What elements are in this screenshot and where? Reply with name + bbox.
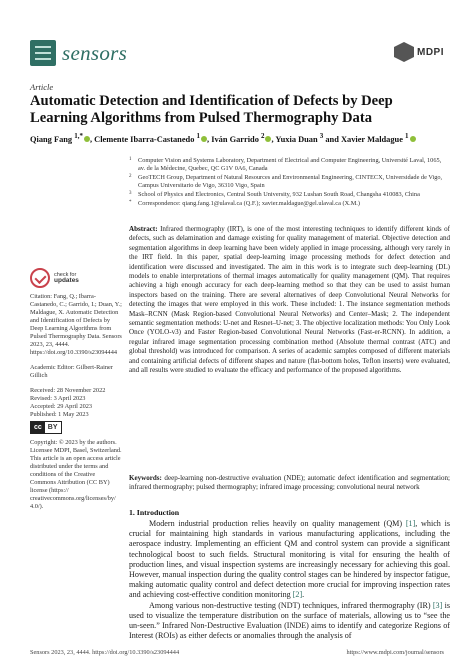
affiliation-number: 1 bbox=[129, 157, 132, 162]
text-run: Modern industrial production relies heavily on quality management (QM) bbox=[149, 519, 406, 528]
cc-by-license-badge[interactable] bbox=[30, 421, 62, 434]
author-name: Xavier Maldague bbox=[340, 134, 403, 144]
citation-link[interactable]: [2] bbox=[292, 590, 303, 600]
check-updates-icon bbox=[30, 268, 50, 288]
affiliation-number: 2 bbox=[129, 174, 132, 179]
correspondence bbox=[129, 200, 449, 208]
author-affiliation-mark: 2 bbox=[260, 132, 265, 140]
paragraph bbox=[129, 519, 450, 601]
keywords-text: deep-learning non-destructive evaluation (NDE); automatic defect identification and segmentation; infrared thermography; pulsed thermography; infrared image processing; convolutional neural network bbox=[129, 474, 450, 492]
article-sidebar bbox=[30, 268, 122, 511]
affiliation-number: 3 bbox=[129, 191, 132, 196]
by-icon: BY bbox=[47, 424, 58, 431]
abstract bbox=[129, 225, 450, 376]
publisher-name: MDPI bbox=[417, 46, 444, 58]
affiliation-text: School of Physics and Electronics, Central South University, 932 Lushan South Road, Changsha 410083, China bbox=[138, 191, 420, 198]
author-name: Yuxia Duan bbox=[275, 134, 318, 144]
page-header bbox=[30, 40, 444, 72]
author-affiliation-mark: 1 bbox=[405, 132, 409, 140]
accepted-date: Accepted: 29 April 2023 bbox=[30, 403, 93, 410]
check-updates-label bbox=[54, 272, 79, 285]
sensors-logo-icon bbox=[30, 40, 56, 66]
journal-name: sensors bbox=[62, 40, 128, 65]
revised-date: Revised: 3 April 2023 bbox=[30, 395, 86, 402]
citation-block: Citation: Fang, Q.; Ibarra-Castanedo, C.; Garrido, I.; Duan, Y.; Maldague, X. Automatic Detection and Identification of Defects by Deep Learning Algorithms from Pulsed Thermography Data. Sensors 2023, 23, 4444. https://doi.org/10.3390/s23094444 bbox=[30, 293, 122, 356]
article-type: Article bbox=[30, 82, 54, 92]
citation-link[interactable]: [3] bbox=[432, 600, 443, 610]
citation-link[interactable]: [1] bbox=[405, 519, 416, 528]
introduction-body bbox=[129, 519, 450, 641]
orcid-icon[interactable] bbox=[84, 136, 90, 142]
text-run: is used to visualize the temperature distribution on the surface of materials, allowing us to “see the un-seen.” Infrared Non-Destructive Evaluation (INDE) aims to identify and categorize Regions of Interest (ROIs) as either defects or anomalies through the analysis of bbox=[129, 600, 450, 641]
orcid-icon[interactable] bbox=[265, 136, 271, 142]
affiliations bbox=[129, 157, 449, 209]
mdpi-logo-icon bbox=[394, 42, 414, 62]
text-run: . bbox=[302, 590, 305, 600]
author-name: Clemente Ibarra-Castanedo bbox=[94, 134, 195, 144]
affiliation-number: * bbox=[129, 200, 132, 205]
abstract-label: Abstract: bbox=[129, 225, 158, 233]
received-date: Received: 28 November 2022 bbox=[30, 387, 106, 394]
affiliation-item bbox=[129, 174, 449, 190]
copyright-notice: Copyright: © 2023 by the authors. Licensee MDPI, Basel, Switzerland. This article is an open access article distributed under the terms and conditions of the Creative Commons Attribution (CC BY) license (https:// creativecommons.org/licenses/by/ 4.0/). bbox=[30, 439, 122, 510]
author-name: Qiang Fang bbox=[30, 134, 73, 144]
published-date: Published: 1 May 2023 bbox=[30, 411, 89, 418]
paragraph bbox=[129, 601, 450, 642]
abstract-text: Infrared thermography (IRT), is one of the most interesting techniques to identify different kinds of defects, such as delamination and damage existing for quality management of material. Objective detection and segmentation algorithms in deep learning have been widely applied in image processing, although very rarely in the IRT field. In this paper, spatial deep-learning image processing methods for defect detection and identification were discussed and investigated. The aim in this work is to integrate such deep-learning (DL) models to enable interpretations of thermal images automatically for quality management (QM). That requires achieving a high enough accuracy for each deep-learning method so that they can be used to assist human inspectors based on the training. There are several alternatives of deep Convolutional Neural Networks for detecting the images that were employed in this work. These included: 1. The instance segmentation methods Mask–RCNN (Mask Region-based Convolutional Neural Networks) and Center–Mask; 2. The independent semantic segmentation methods: U-net and Resnet–U-net; 3. The objective localization methods: You Only Look Once (YOLO-v3) and Faster Region-based Convolutional Neural Networks (Fast-er-RCNN). In addition, a regular infrared image segmentation processing combination method (Absolute thermal contrast (ATC) and global threshold) was introduced for comparison. A series of academic samples composed of different materials and containing artificial defects of different shapes and nature (flat-bottom holes, Teflon inserts) were evaluated, and all results were studied to evaluate the efficacy and performance of the proposed algorithms. bbox=[129, 225, 450, 375]
keywords-label: Keywords: bbox=[129, 474, 162, 482]
section-heading: 1. Introduction bbox=[129, 508, 180, 517]
affiliation-text: GeoTECH Group, Department of Natural Resources and Environmental Engineering, CINTECX, Universidade de Vigo, Campus Universitario de Vigo, 36310 Vigo, Spain bbox=[138, 174, 443, 189]
affiliation-item bbox=[129, 191, 449, 199]
footer-journal-url[interactable]: https://www.mdpi.com/journal/sensors bbox=[346, 649, 444, 656]
text-run: , which is crucial for maintaining high standards in various manufacturing applications, including the aerospace industry. Implementing an efficient QM and control system can provide a significant technological boost to such fields. Structural monitoring is vital for ensuring the health of production lines, and visual inspection systems are increasingly necessary for achieving this goal. However, manual inspection during the quality control stages can be hindered by inspector fatigue, making automatic quality control and defect detection more crucial for improving inspection rates and achieving cost-effective condition monitoring bbox=[129, 519, 450, 600]
correspondence-text[interactable]: Correspondence: qiang.fang.1@ulaval.ca (Q.F.); xavier.maldague@gel.ulaval.ca (X.M.) bbox=[138, 200, 360, 207]
paper-title: Automatic Detection and Identification of Defects by Deep Learning Algorithms from Pulsed Thermography Data bbox=[30, 93, 393, 126]
updates-line1: check for bbox=[54, 271, 77, 278]
updates-line2: updates bbox=[54, 277, 79, 284]
affiliation-item bbox=[129, 157, 449, 173]
orcid-icon[interactable] bbox=[201, 136, 207, 142]
orcid-icon[interactable] bbox=[410, 136, 416, 142]
author-list: Qiang Fang $^{1,*}$ , Clemente Ibarra-Castanedo $^1$ , Iván Garrido $^2$ , Yuxia Duan $^3$ and Xavier Maldague $^1$ bbox=[30, 132, 450, 144]
cc-icon: cc bbox=[31, 422, 45, 433]
author-name: Iván Garrido bbox=[211, 134, 259, 144]
affiliation-text: Computer Vision and Systems Laboratory, Department of Electrical and Computer Engineering, Université Laval, 1065, av. de la Médecine, Quebec, QC G1V 0A6, Canada bbox=[138, 157, 442, 172]
author-affiliation-mark: 1 bbox=[196, 132, 200, 140]
academic-editor: Academic Editor: Gilbert-Rainer Gillich bbox=[30, 364, 113, 379]
author-affiliation-mark: 1,* bbox=[74, 132, 83, 140]
text-run: Among various non-destructive testing (NDT) techniques, infrared thermography (IR) bbox=[149, 600, 433, 610]
keywords bbox=[129, 474, 450, 493]
footer-citation: Sensors 2023, 23, 4444. https://doi.org/10.3390/s23094444 bbox=[30, 649, 180, 656]
check-for-updates-badge[interactable] bbox=[30, 268, 122, 288]
publisher-logo[interactable] bbox=[394, 42, 444, 62]
author-affiliation-mark: 3 bbox=[319, 132, 324, 140]
journal-logo[interactable] bbox=[30, 40, 127, 66]
